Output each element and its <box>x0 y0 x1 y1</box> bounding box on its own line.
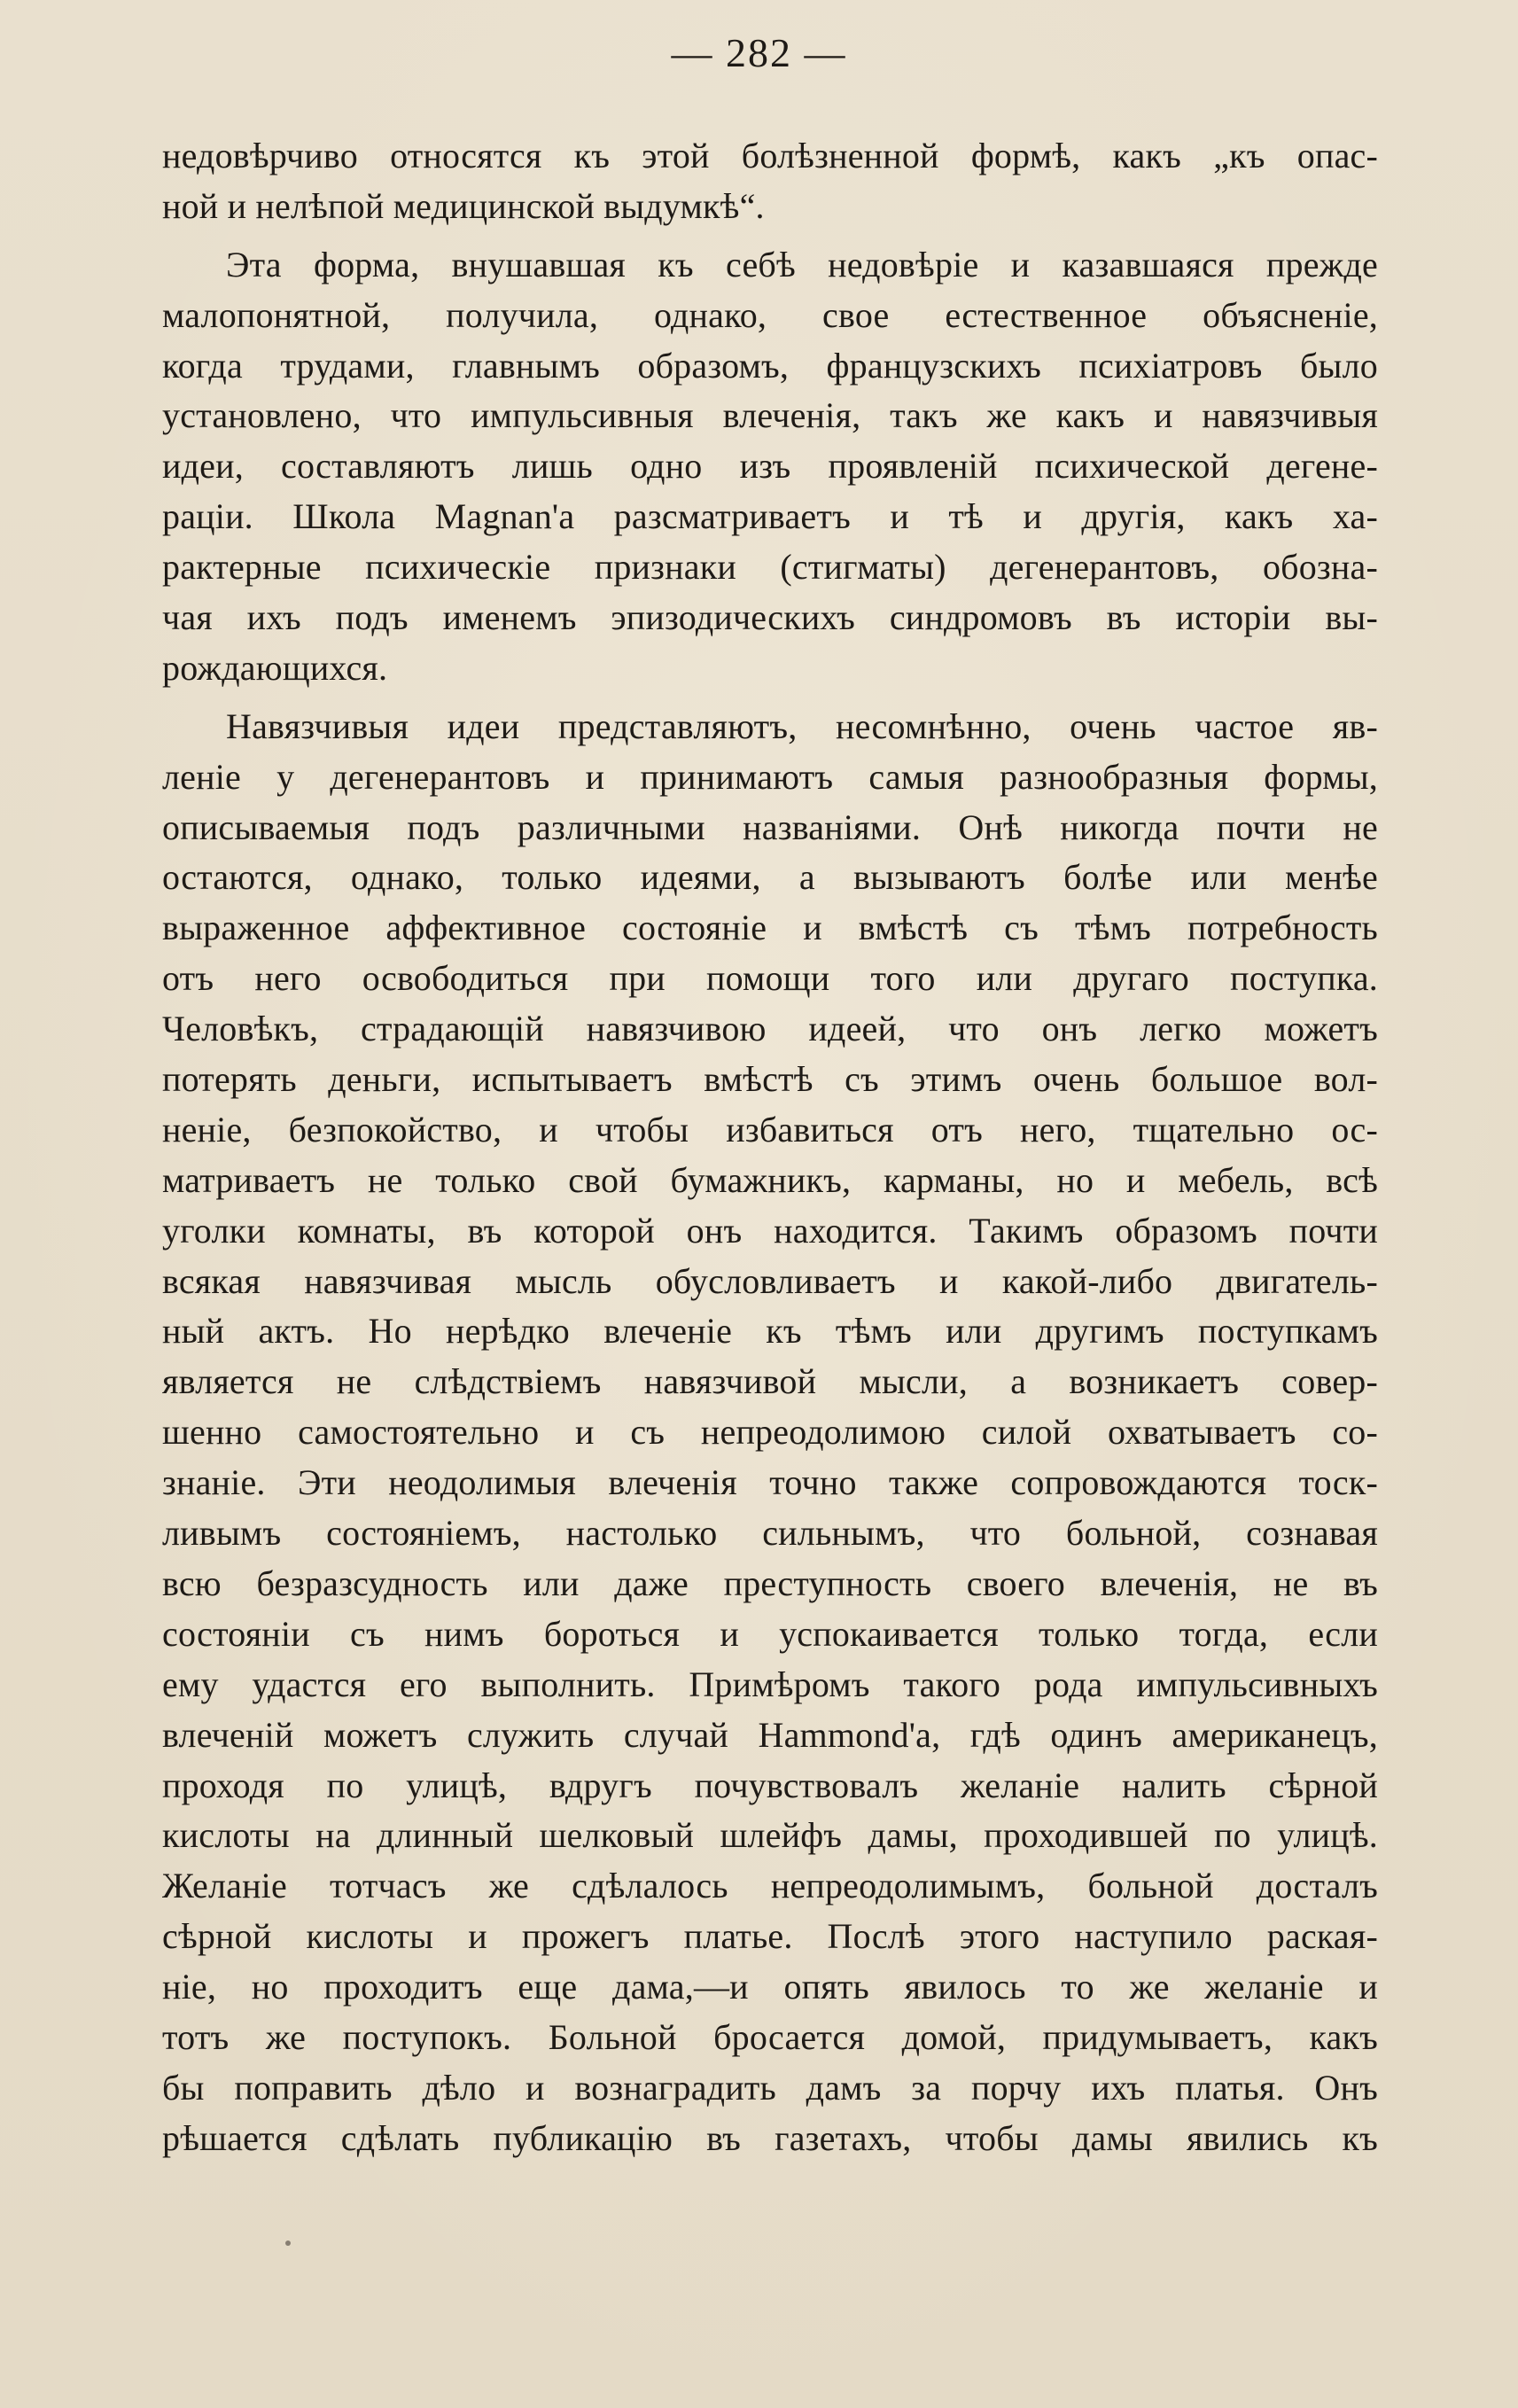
text-line: Эта форма, внушавшая къ себѣ недовѣріе и казавшаяся прежде <box>226 244 1378 284</box>
text-line: матриваетъ не только свой бумажникъ, карманы, но и мебель, всѣ <box>162 1159 1378 1200</box>
text-line: сѣрной кислоты и прожегъ платье. Послѣ этого наступило раская- <box>162 1916 1378 1957</box>
text-line: установлено, что импульсивныя влеченія, такъ же какъ и навязчивыя <box>162 395 1378 436</box>
text-line: идеи, составляютъ лишь одно изъ проявленій психической дегене- <box>162 446 1378 487</box>
text-line: всякая навязчивая мысль обусловливаетъ и какой-либо двигатель- <box>162 1260 1378 1301</box>
paragraph-1 <box>162 131 1378 232</box>
text-line: описываемыя подъ различными названіями. Онѣ никогда почти не <box>162 807 1378 847</box>
text-line: раціи. Школа Magnan'а разсматриваетъ и тѣ и другія, какъ ха- <box>162 496 1378 537</box>
text-line: леніе у дегенерантовъ и принимаютъ самыя разнообразныя формы, <box>162 756 1378 797</box>
text-line: рождающихся. <box>162 647 388 688</box>
text-line: бы поправить дѣло и вознаградить дамъ за порчу ихъ платья. Онъ <box>162 2067 1378 2108</box>
body-text <box>162 131 1378 2164</box>
ink-speck <box>285 2240 291 2246</box>
text-line: является не слѣдствіемъ навязчивой мысли, а возникаетъ совер- <box>162 1361 1378 1402</box>
text-line: уголки комнаты, въ которой онъ находится. Такимъ образомъ почти <box>162 1210 1378 1251</box>
text-line: ный актъ. Но нерѣдко влеченіе къ тѣмъ или другимъ поступкамъ <box>162 1311 1378 1352</box>
text-line: состояніи съ нимъ бороться и успокаивается только тогда, если <box>162 1613 1378 1654</box>
text-line: тотъ же поступокъ. Больной бросается домой, придумываетъ, какъ <box>162 2016 1378 2057</box>
text-line: ной и нелѣпой медицинской выдумкѣ“. <box>162 185 765 226</box>
text-line: Навязчивыя идеи представляютъ, несомнѣнно, очень частое яв- <box>226 705 1378 746</box>
paragraph-3 <box>162 702 1378 2164</box>
text-line: чая ихъ подъ именемъ эпизодическихъ синдромовъ въ исторіи вы- <box>162 597 1378 638</box>
text-line: всю безразсудность или даже преступность своего влеченія, не въ <box>162 1562 1378 1603</box>
text-line: когда трудами, главнымъ образомъ, французскихъ психіатровъ было <box>162 345 1378 386</box>
text-line: Желаніе тотчасъ же сдѣлалось непреодолимымъ, больной досталъ <box>162 1866 1378 1906</box>
text-line: потерять деньги, испытываетъ вмѣстѣ съ этимъ очень большое вол- <box>162 1059 1378 1100</box>
text-line: малопонятной, получила, однако, свое естественное объясненіе, <box>162 294 1378 335</box>
text-line: остаются, однако, только идеями, а вызываютъ болѣе или менѣе <box>162 857 1378 898</box>
text-line: рактерные психическіе признаки (стигматы) дегенерантовъ, обозна- <box>162 547 1378 588</box>
text-line: Человѣкъ, страдающій навязчивою идеей, что онъ легко можетъ <box>162 1009 1378 1049</box>
text-line: шенно самостоятельно и съ непреодолимою силой охватываетъ со- <box>162 1412 1378 1453</box>
text-line: кислоты на длинный шелковый шлейфъ дамы, проходившей по улицѣ. <box>162 1815 1378 1856</box>
text-line: ніе, но проходитъ еще дама,—и опять явилось то же желаніе и <box>162 1967 1378 2007</box>
text-line: влеченій можетъ служить случай Hammond'а, гдѣ одинъ американецъ, <box>162 1714 1378 1755</box>
page-number: — 282 — <box>671 30 847 75</box>
paragraph-2 <box>162 240 1378 694</box>
text-line: отъ него освободиться при помощи того или другаго поступка. <box>162 958 1378 999</box>
text-line: недовѣрчиво относятся къ этой болѣзненной формѣ, какъ „къ опас- <box>162 136 1378 175</box>
text-line: ливымъ состояніемъ, настолько сильнымъ, что больной, сознавая <box>162 1513 1378 1554</box>
text-line: знаніе. Эти неодолимыя влеченія точно также сопровождаются тоск- <box>162 1462 1378 1503</box>
text-line: ему удастся его выполнить. Примѣромъ такого рода импульсивныхъ <box>162 1664 1378 1704</box>
text-line: выраженное аффективное состояніе и вмѣстѣ съ тѣмъ потребность <box>162 908 1378 948</box>
text-line: неніе, безпокойство, и чтобы избавиться отъ него, тщательно ос- <box>162 1109 1378 1149</box>
text-line: рѣшается сдѣлать публикацію въ газетахъ, чтобы дамы явились къ <box>162 2117 1378 2158</box>
text-line: проходя по улицѣ, вдругъ почувствовалъ желаніе налить сѣрной <box>162 1765 1378 1805</box>
